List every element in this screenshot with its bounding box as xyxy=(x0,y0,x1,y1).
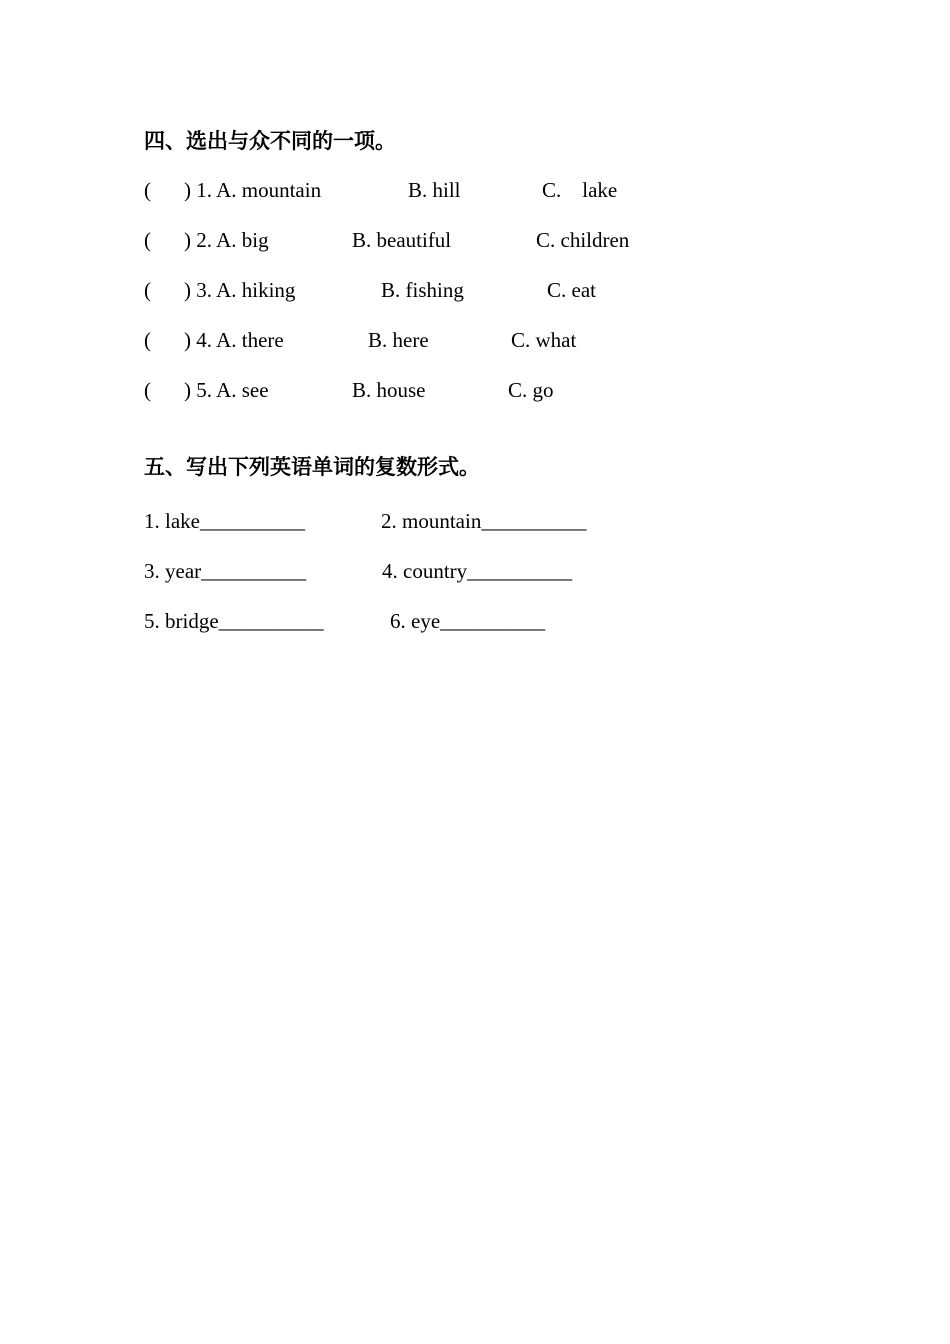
plural-item-right: 4. country__________ xyxy=(382,559,573,583)
plural-item-right: 2. mountain__________ xyxy=(381,509,587,533)
answer-paren-open: ( xyxy=(144,278,151,302)
option-a: ) 1. A. mountain xyxy=(184,178,322,202)
option-a: ) 4. A. there xyxy=(184,328,284,352)
plural-row-1 xyxy=(0,506,950,536)
section-5-title: 五、写出下列英语单词的复数形式。 xyxy=(144,454,480,479)
option-a: ) 2. A. big xyxy=(184,228,269,252)
section-4-title: 四、选出与众不同的一项。 xyxy=(144,128,396,153)
answer-paren-open: ( xyxy=(144,228,151,252)
answer-paren-open: ( xyxy=(144,378,151,402)
option-a: ) 5. A. see xyxy=(184,378,269,402)
option-b: B. beautiful xyxy=(352,228,452,252)
answer-paren-open: ( xyxy=(144,328,151,352)
plural-item-right: 6. eye__________ xyxy=(390,609,546,633)
plural-row-3 xyxy=(0,606,950,636)
plural-item-left: 3. year__________ xyxy=(144,559,307,583)
question-4 xyxy=(0,325,950,355)
question-3 xyxy=(0,275,950,305)
plural-row-2 xyxy=(0,556,950,586)
option-b: B. fishing xyxy=(381,278,464,302)
option-a: ) 3. A. hiking xyxy=(184,278,296,302)
question-1 xyxy=(0,175,950,205)
option-c: C. go xyxy=(508,378,554,402)
option-c: C. what xyxy=(511,328,577,352)
question-5 xyxy=(0,375,950,405)
answer-paren-open: ( xyxy=(144,178,151,202)
option-c: C. eat xyxy=(547,278,596,302)
option-b: B. hill xyxy=(408,178,461,202)
plural-item-left: 1. lake__________ xyxy=(144,509,305,533)
option-b: B. house xyxy=(352,378,426,402)
question-2 xyxy=(0,225,950,255)
option-c: C. lake xyxy=(542,178,618,202)
option-b: B. here xyxy=(368,328,429,352)
option-c: C. children xyxy=(536,228,630,252)
plural-item-left: 5. bridge__________ xyxy=(144,609,324,633)
